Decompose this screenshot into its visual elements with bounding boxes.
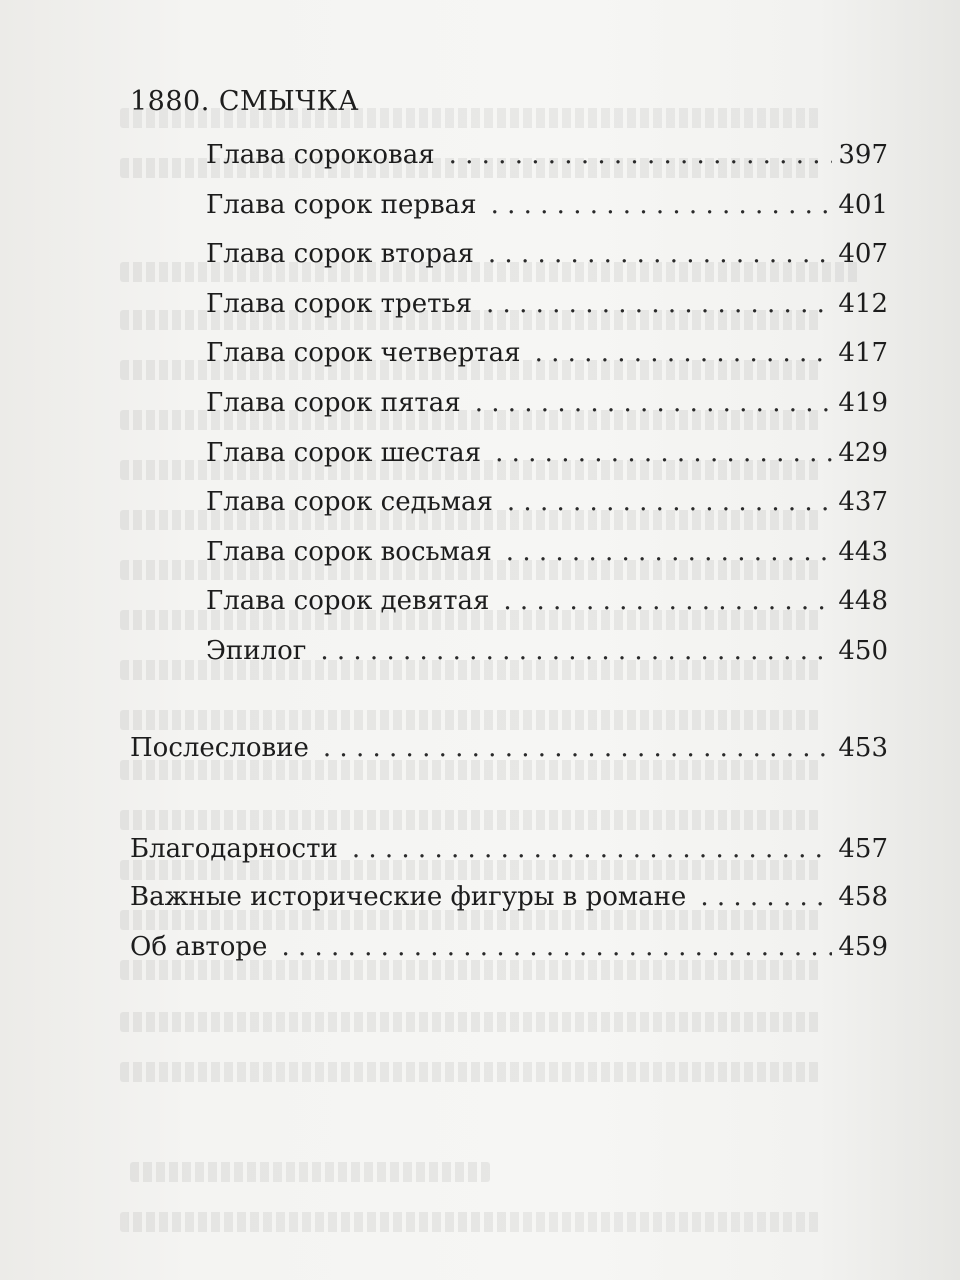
toc-entry[interactable] <box>130 932 888 966</box>
toc-entry[interactable] <box>206 537 888 571</box>
dot-leader <box>320 636 832 666</box>
toc-entry-label: Глава сорок шестая <box>206 437 482 468</box>
toc-entry-label: Эпилог <box>206 636 307 666</box>
toc-entry[interactable] <box>206 586 888 620</box>
section-title: 1880. СМЫЧКА <box>130 86 359 117</box>
toc-entry-label: Глава сорок четвертая <box>206 338 521 369</box>
toc-entry-label: Важные исторические фигуры в романе <box>130 882 687 912</box>
toc-entry[interactable] <box>130 882 888 916</box>
dot-leader <box>506 537 833 567</box>
toc-entry-page: 419 <box>838 388 888 418</box>
toc-entry-page: 453 <box>838 733 888 763</box>
toc-entry-page: 437 <box>838 487 888 518</box>
toc-entry-page: 407 <box>838 239 888 270</box>
toc-entry-page: 458 <box>838 882 888 912</box>
toc-entry[interactable] <box>206 239 888 273</box>
toc-entry-label: Глава сорок третья <box>206 288 473 319</box>
toc-entry[interactable] <box>206 289 888 323</box>
dot-leader <box>535 338 833 368</box>
dot-leader <box>352 834 833 864</box>
toc-entry-page: 417 <box>838 338 888 369</box>
toc-entry-page: 443 <box>838 536 888 567</box>
toc-entry-page: 457 <box>838 834 888 864</box>
toc-entry[interactable] <box>206 388 888 422</box>
toc-entry-label: Глава сорок пятая <box>206 388 461 418</box>
dot-leader <box>491 190 833 220</box>
dot-leader <box>486 289 832 319</box>
toc-entry-page: 448 <box>838 586 888 617</box>
dot-leader <box>700 882 832 912</box>
toc-entry-label: Об авторе <box>130 932 268 962</box>
toc-entry-page: 459 <box>838 932 888 962</box>
toc-entry-page: 397 <box>838 140 888 170</box>
toc-entry-label: Глава сороковая <box>206 140 435 170</box>
toc-entry[interactable] <box>130 834 888 868</box>
dot-leader <box>323 733 832 763</box>
toc-entry-page: 450 <box>838 636 888 666</box>
toc-entry-label: Глава сорок восьмая <box>206 536 492 567</box>
toc-entry[interactable] <box>206 487 888 521</box>
toc-entry[interactable] <box>206 140 888 174</box>
toc-entry[interactable] <box>206 438 888 472</box>
toc-entry[interactable] <box>206 636 888 670</box>
toc-entry-page: 412 <box>838 288 888 319</box>
dot-leader <box>503 586 832 616</box>
dot-leader <box>488 239 832 269</box>
toc-entry-label: Глава сорок вторая <box>206 239 474 270</box>
toc-entry-label: Глава сорок девятая <box>206 586 490 617</box>
dot-leader <box>281 932 832 962</box>
dot-leader <box>495 438 832 468</box>
dot-leader <box>449 140 833 170</box>
toc-entry-label: Глава сорок первая <box>206 189 477 220</box>
dot-leader <box>507 487 832 517</box>
toc-entry-label: Послесловие <box>130 733 309 763</box>
dot-leader <box>475 388 833 418</box>
toc-entry[interactable] <box>206 338 888 372</box>
toc-entry[interactable] <box>206 190 888 224</box>
toc-entry-afterword[interactable] <box>130 733 888 767</box>
toc-entry-page: 401 <box>838 189 888 220</box>
toc-entry-label: Глава сорок седьмая <box>206 487 493 518</box>
toc-entry-page: 429 <box>838 437 888 468</box>
toc-entry-label: Благодарности <box>130 834 338 864</box>
